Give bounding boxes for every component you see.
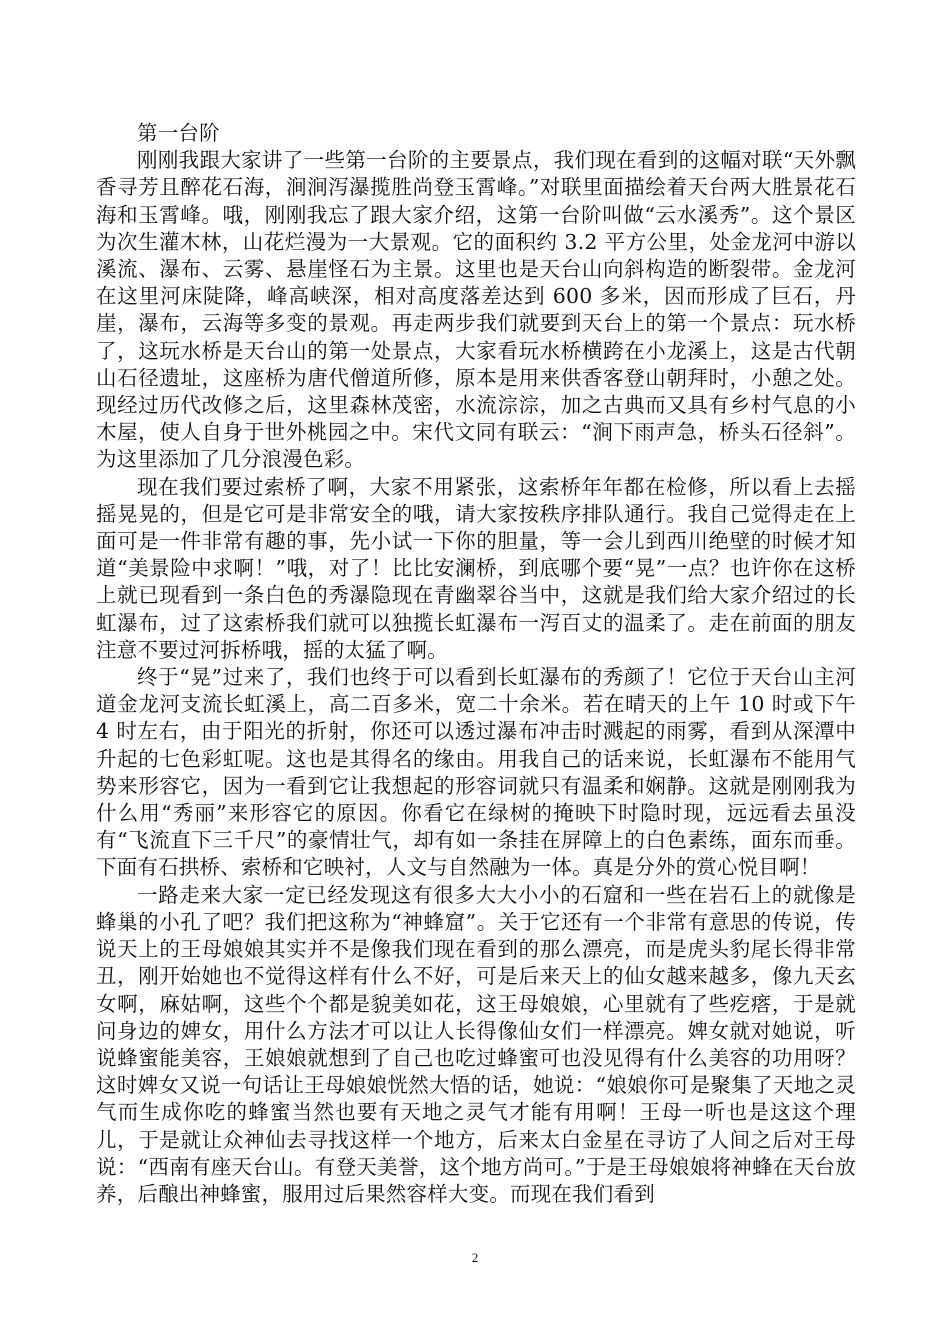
paragraph-3: 终于“晃”过来了，我们也终于可以看到长虹瀑布的秀颜了！它位于天台山主河道金龙河支流长虹溪上，高二百多米，宽二十余米。若在晴天的上午 10 时或下午 4 时左右，由于阳光的折射，你还可以透过瀑布冲击时溅起的雨雾，看到从深潭中升起的七色彩虹呢。这也是其得名的缘由。用我自己的话来说，长虹瀑布不能用气势来形容它，因为一看到它让我想起的形容词就只有温柔和娴静。这就是刚刚我为什么用“秀丽”来形容它的原因。你看它在绿树的掩映下时隐时现，远远看去虽没有“飞流直下三千尺”的豪情壮气，却有如一条挂在屏障上的白色素练，面东而垂。下面有石拱桥、索桥和它映衬，人文与自然融为一体。真是分外的赏心悦目啊！ bbox=[96, 665, 856, 880]
paragraph-4: 一路走来大家一定已经发现这有很多大大小小的石窟和一些在岩石上的就像是蜂巢的小孔了吧？我们把这称为“神蜂窟”。关于它还有一个非常有意思的传说，传说天上的王母娘娘其实并不是像我们现在看到的那么漂亮，而是虎头豹尾长得非常丑，刚开始她也不觉得这样有什么不好，可是后来天上的仙女越来越多，像九天玄女啊，麻姑啊，这些个个都是貌美如花，这王母娘娘，心里就有了些疙瘩，于是就问身边的婢女，用什么方法才可以让人长得像仙女们一样漂亮。婢女就对她说，听说蜂蜜能美容，王娘娘就想到了自己也吃过蜂蜜可也没见得有什么美容的功用呀？这时婢女又说一句话让王母娘娘恍然大悟的话，她说：“娘娘你可是聚集了天地之灵气而生成你吃的蜂蜜当然也要有天地之灵气才能有用啊！王母一听也是这这个理儿，于是就让众神仙去寻找这样一个地方，后来太白金星在寻访了人间之后对王母说：“西南有座天台山。有登天美誉，这个地方尚可。”于是王母娘娘将神蜂在天台放养，后酿出神蜂蜜，服用过后果然容样大变。而现在我们看到 bbox=[96, 882, 856, 1206]
paragraph-2: 现在我们要过索桥了啊，大家不用紧张，这索桥年年都在检修，所以看上去摇摇晃晃的，但是它可是非常安全的哦，请大家按秩序排队通行。我自己觉得走在上面可是一件非常有趣的事，先小试一下你的胆量，等一会儿到西川绝壁的时候才知道“美景险中求啊！”哦，对了！比比安澜桥，到底哪个要“晃”一点？也许你在这桥上就已现看到一条白色的秀瀑隐现在青幽翠谷当中，这就是我们给大家介绍过的长虹瀑布，过了这索桥我们就可以独揽长虹瀑布一泻百丈的温柔了。走在前面的朋友注意不要过河拆桥哦，摇的太猛了啊。 bbox=[96, 474, 856, 662]
page-number: 2 bbox=[471, 1250, 479, 1265]
section-heading: 第一台阶 bbox=[137, 121, 220, 145]
document-body bbox=[96, 120, 856, 1208]
paragraph-1: 刚刚我跟大家讲了一些第一台阶的主要景点，我们现在看到的这幅对联“天外飘香寻芳且醉花石海，涧涧泻瀑揽胜尚登玉霄峰。”对联里面描绘着天台两大胜景花石海和玉霄峰。哦，刚刚我忘了跟大家介绍，这第一台阶叫做“云水溪秀”。这个景区为次生灌木林，山花烂漫为一大景观。它的面积约 3.2 平方公里，处金龙河中游以溪流、瀑布、云雾、悬崖怪石为主景。这里也是天台山向斜构造的断裂带。金龙河在这里河床陡降，峰高峡深，相对高度落差达到 600 多米，因而形成了巨石，丹崖，瀑布，云海等多变的景观。再走两步我们就要到天台上的第一个景点：玩水桥了，这玩水桥是天台山的第一处景点，大家看玩水桥横跨在小龙溪上，这是古代朝山石径遗址，这座桥为唐代僧道所修，原本是用来供香客登山朝拜时，小憩之处。现经过历代改修之后，这里森林茂密，水流淙淙，加之古典而又具有乡村气息的小木屋，使人自身于世外桃园之中。宋代文同有联云：“涧下雨声急，桥头石径斜”。为这里添加了几分浪漫色彩。 bbox=[96, 148, 856, 472]
